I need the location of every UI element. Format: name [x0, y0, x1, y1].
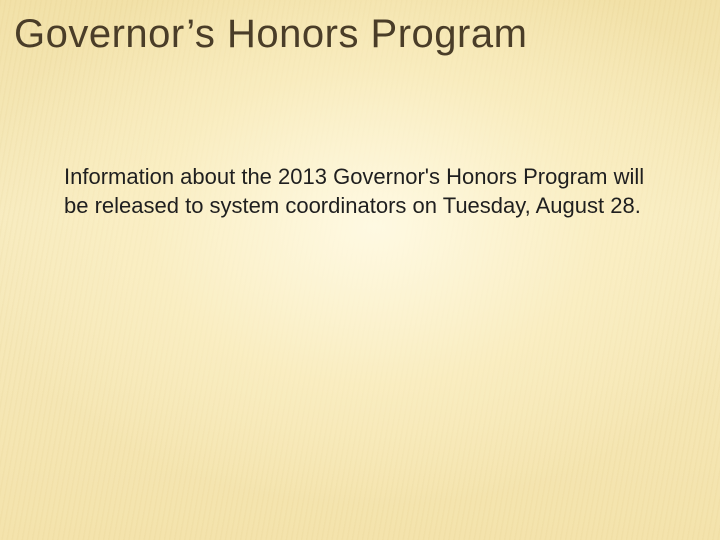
slide-title: Governor’s Honors Program: [14, 12, 528, 56]
slide-body-text: Information about the 2013 Governor's Honors Program will be released to system coordinators on Tuesday, August 28.: [64, 164, 645, 218]
